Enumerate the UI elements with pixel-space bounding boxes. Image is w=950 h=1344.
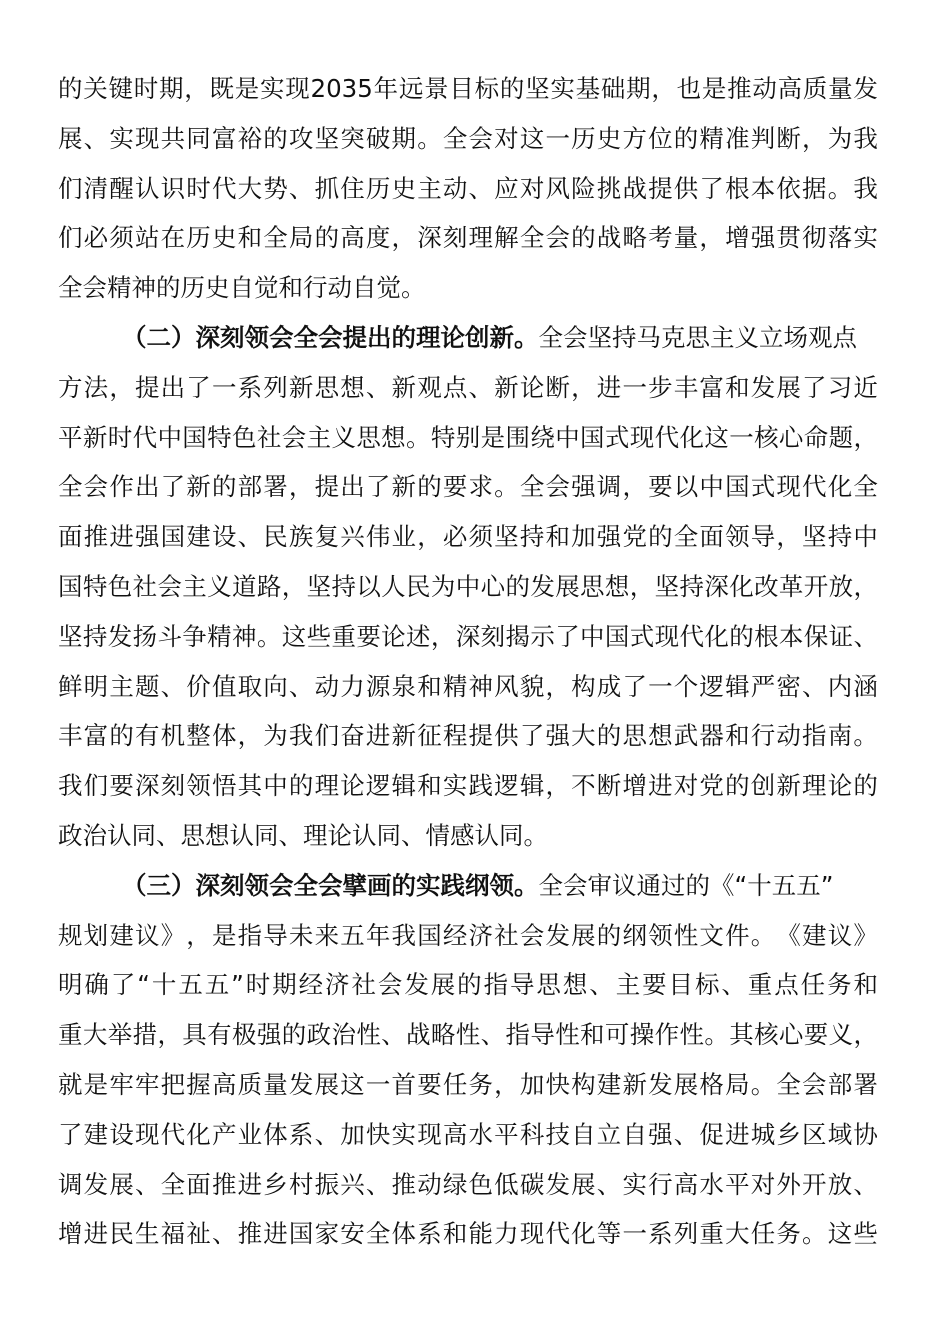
paragraph-line: 们 必 须 站 在 历 史 和 全 局 的 高 度 ， 深 刻 理 解 全 会 的 战 略 考 量 ， 增 强 贯 彻 落 实 bbox=[58, 223, 878, 253]
paragraph-line: 坚 持 发 扬 斗 争 精 神 。 这 些 重 要 论 述 ， 深 刻 揭 示 了 中 国 式 现 代 化 的 根 本 保 证 、 bbox=[58, 621, 878, 651]
paragraph-line: 全 会 作 出 了 新 的 部 署 ， 提 出 了 新 的 要 求 。 全 会 强 调 ， 要 以 中 国 式 现 代 化 全 bbox=[58, 472, 878, 502]
section-heading-line bbox=[58, 861, 878, 911]
section-heading: （三）深刻领会全会擘画的实践纲领。 bbox=[122, 870, 539, 900]
line-text: 政治认同、思想认同、理论认同、情感认同。 bbox=[58, 820, 548, 850]
line-text: 全会坚持马克思主义立场观点 bbox=[538, 322, 857, 352]
paragraph-line: 平 新 时 代 中 国 特 色 社 会 主 义 思 想 。 特 别 是 围 绕 中 国 式 现 代 化 这 一 核 心 命 题 ， bbox=[58, 422, 878, 452]
paragraph-line: 鲜 明 主 题 、 价 值 取 向 、 动 力 源 泉 和 精 神 风 貌 ， 构 成 了 一 个 逻 辑 严 密 、 内 涵 bbox=[58, 671, 878, 701]
paragraph-line: 就 是 牢 牢 把 握 高 质 量 发 展 这 一 首 要 任 务 ， 加 快 构 建 新 发 展 格 局 。 全 会 部 署 bbox=[58, 1069, 878, 1099]
paragraph-line: 了 建 设 现 代 化 产 业 体 系 、 加 快 实 现 高 水 平 科 技 自 立 自 强 、 促 进 城 乡 区 域 协 bbox=[58, 1119, 878, 1149]
paragraph-line: 我 们 要 深 刻 领 悟 其 中 的 理 论 逻 辑 和 实 践 逻 辑 ， 不 断 增 进 对 党 的 创 新 理 论 的 bbox=[58, 771, 878, 801]
line-text: 全会精神的历史自觉和行动自觉。 bbox=[58, 273, 426, 303]
paragraph-line: 丰 富 的 有 机 整 体 ， 为 我 们 奋 进 新 征 程 提 供 了 强 大 的 思 想 武 器 和 行 动 指 南 。 bbox=[58, 721, 878, 751]
paragraph-line: 调 发 展 、 全 面 推 进 乡 村 振 兴 、 推 动 绿 色 低 碳 发 展 、 实 行 高 水 平 对 外 开 放 、 bbox=[58, 1169, 878, 1199]
paragraph-line: 们 清 醒 认 识 时 代 大 势 、 抓 住 历 史 主 动 、 应 对 风 险 挑 战 提 供 了 根 本 依 据 。 我 bbox=[58, 173, 878, 203]
paragraph-line: 展 、 实 现 共 同 富 裕 的 攻 坚 突 破 期 。 全 会 对 这 一 历 史 方 位 的 精 准 判 断 ， 为 我 bbox=[58, 123, 878, 153]
section-heading: （二）深刻领会全会提出的理论创新。 bbox=[122, 322, 539, 352]
paragraph-line bbox=[58, 263, 878, 313]
paragraph-line: 重 大 举 措 ， 具 有 极 强 的 政 治 性 、 战 略 性 、 指 导 性 和 可 操 作 性 。 其 核 心 要 义 ， bbox=[58, 1020, 878, 1050]
line-text: 全会审议通过的《“十五五” bbox=[538, 870, 834, 900]
document-body bbox=[58, 64, 878, 1259]
paragraph-line: 面 推 进 强 国 建 设 、 民 族 复 兴 伟 业 ， 必 须 坚 持 和 加 强 党 的 全 面 领 导 ， 坚 持 中 bbox=[58, 522, 878, 552]
paragraph-line: 的 关 键 时 期 ， 既 是 实 现 2035 年 远 景 目 标 的 坚 实 基 础 期 ， 也 是 推 动 高 质 量 发 bbox=[58, 74, 878, 103]
paragraph-line: 方 法 ， 提 出 了 一 系 列 新 思 想 、 新 观 点 、 新 论 断 ， 进 一 步 丰 富 和 发 展 了 习 近 bbox=[58, 372, 878, 402]
section-heading-line bbox=[58, 313, 878, 363]
paragraph-line: 增 进 民 生 福 祉 、 推 进 国 家 安 全 体 系 和 能 力 现 代 化 等 一 系 列 重 大 任 务 。 这 些 bbox=[58, 1219, 878, 1249]
paragraph-line bbox=[58, 811, 878, 861]
paragraph-line: 明 确 了 “ 十 五 五 ” 时 期 经 济 社 会 发 展 的 指 导 思 想 、 主 要 目 标 、 重 点 任 务 和 bbox=[58, 970, 878, 1000]
paragraph-line: 规 划 建 议 》 ， 是 指 导 未 来 五 年 我 国 经 济 社 会 发 展 的 纲 领 性 文 件 。 《 建 议 》 bbox=[58, 920, 878, 950]
paragraph-line: 国 特 色 社 会 主 义 道 路 ， 坚 持 以 人 民 为 中 心 的 发 展 思 想 ， 坚 持 深 化 改 革 开 放 ， bbox=[58, 571, 878, 601]
